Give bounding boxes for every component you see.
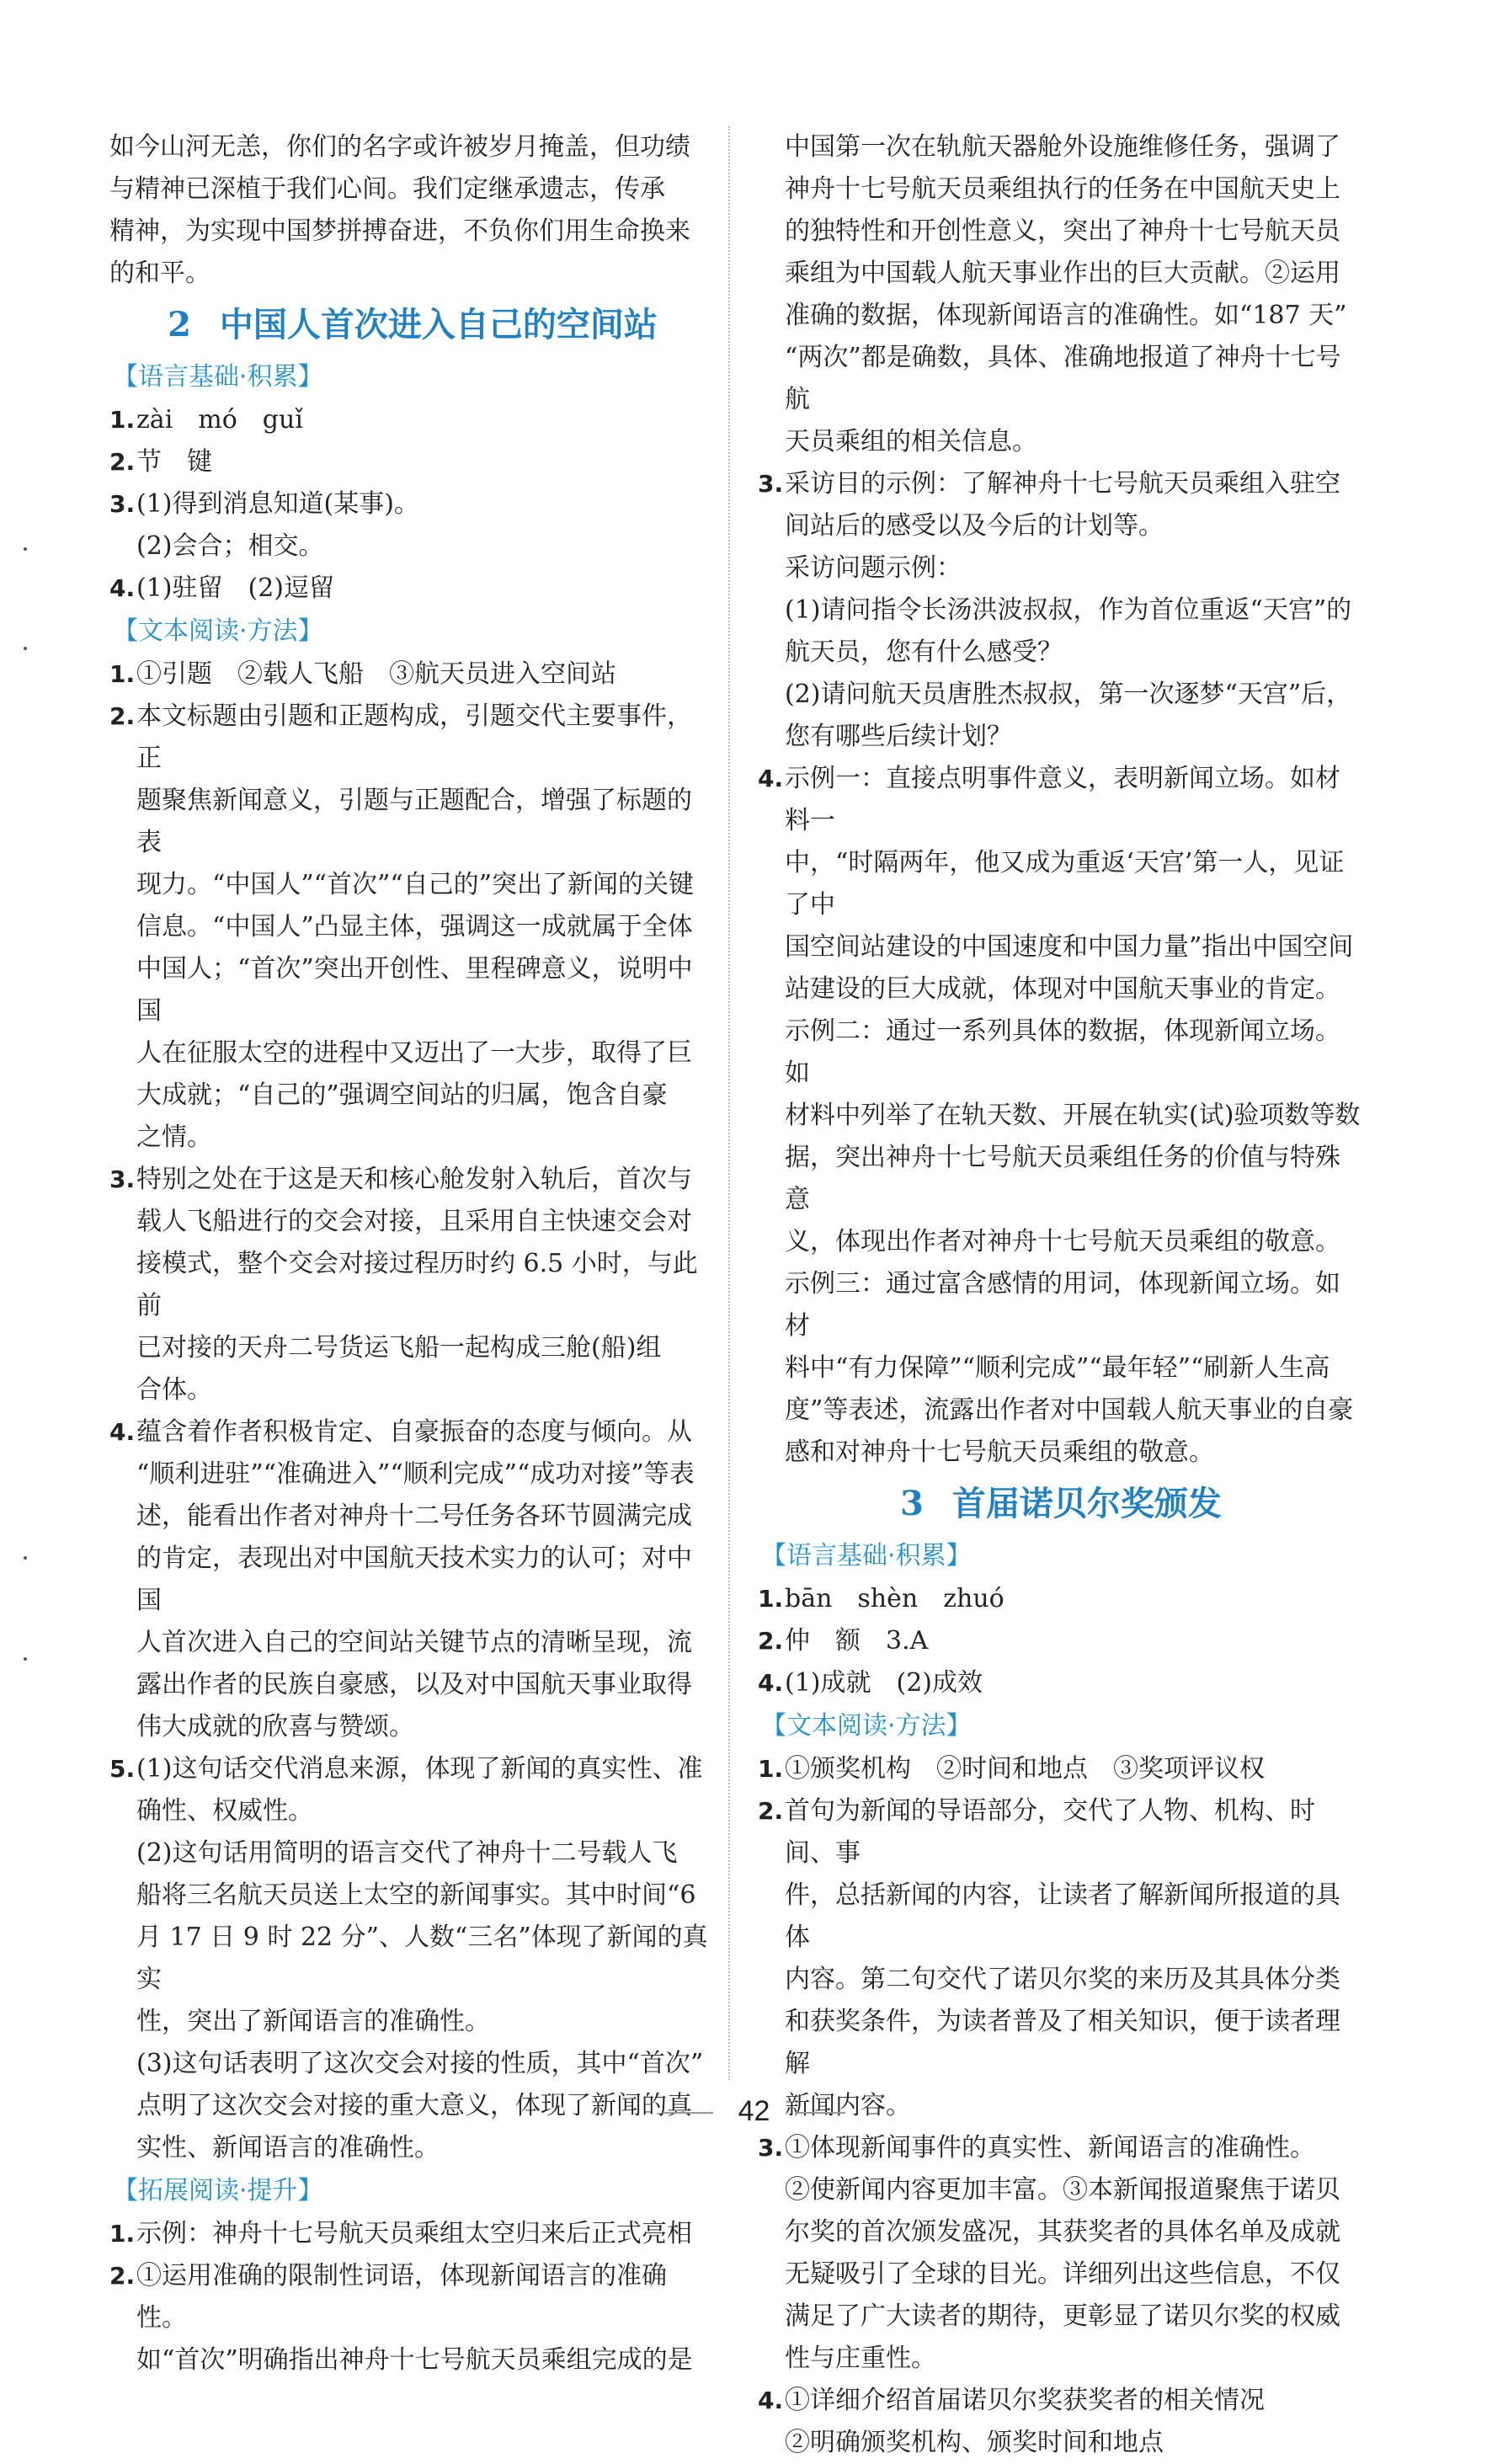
section-tag: 【语言基础·积累】 [113,362,323,392]
page-number: 42 [0,2095,1508,2128]
answer-item: 3. (1)得到消息知道(某事)。 (2)会合；相交。 [109,489,419,561]
intro-line: 精神，为实现中国梦拼搏奋进，不负你们用生命换来 [109,216,690,246]
answer-item: 1. zài mó guǐ [109,405,303,435]
section-number: 2 [168,305,191,344]
section-number: 3 [900,1484,924,1523]
answer-item: 2. 首句为新闻的导语部分，交代了人物、机构、时间、事 件，总括新闻的内容，让读者了解新闻所报道的具体 内容。第二句交代了诺贝尔奖的来历及其具体分类 和获奖条件，为读者普及了相关知识，便于读者理解 新闻内容。 [758,1796,1340,2120]
intro-line: 如今山河无恙，你们的名字或许被岁月掩盖，但功绩 [109,132,690,162]
margin-dot [24,1657,27,1661]
answer-item: 1. 示例：神舟十七号航天员乘组太空归来后正式亮相 [109,2219,692,2248]
margin-dot [24,647,27,650]
answer-item: 1. ①引题 ②载人飞船 ③航天员进入空间站 [109,659,616,689]
left-column [109,126,716,2381]
answer-item: 1. bān shèn zhuó [758,1584,1004,1613]
answer-item: 3. ①体现新闻事件的真实性、新闻语言的准确性。 ②使新闻内容更加丰富。③本新闻报道聚焦于诺贝 尔奖的首次颁发盛况，其获奖者的具体名单及成就 无疑吸引了全球的目光。详细列出这些信息，不仅 满足了广大读者的期待，更彰显了诺贝尔奖的权威 性与庄重性。 [758,2133,1340,2373]
section-title [758,1477,1364,1531]
answer-item: 4. 示例一：直接点明事件意义，表明新闻立场。如材料一 中，“时隔两年，他又成为重返‘天宫’第一人，见证了中 国空间站建设的中国速度和中国力量”指出中国空间 站建设的巨大成就，体现对中国航天事业的肯定。 示例二：通过一系列具体的数据，体现新闻立场。如 材料中列举了在轨天数、开展在轨实(试)验项数等数 据，突出神舟十七号航天员乘组任务的价值与特殊意 义，体现出作者对神舟十七号航天员乘组的敬意。 示例三：通过富含感情的用词，体现新闻立场。如材 料中“有力保障”“顺利完成”“最年轻”“刷新人生高 度”等表述，流露出作者对中国载人航天事业的自豪 感和对神舟十七号航天员乘组的敬意。 [758,764,1361,1467]
answer-item: 2. 仲 额 3.A [758,1626,929,1656]
answer-item: 2. 本文标题由引题和正题构成，引题交代主要事件，正 题聚焦新闻意义，引题与正题配合，增强了标题的表 现力。“中国人”“首次”“自己的”突出了新闻的关键 信息。“中国人”凸显主体，强调这一成就属于全体 中国人；“首次”突出开创性、里程碑意义，说明中国 人在征服太空的进程中又迈出了一大步，取得了巨 大成就；“自己的”强调空间站的归属，饱含自豪 之情。 [109,701,695,1152]
section-title-text: 中国人首次进入自己的空间站 [219,305,658,344]
answer-item: 4. (1)成就 (2)成效 [758,1668,983,1698]
section-tag: 【语言基础·积累】 [761,1541,972,1571]
section-tag: 【文本阅读·方法】 [761,1711,972,1741]
answer-item: 4. 蕴含着作者积极肯定、自豪振奋的态度与倾向。从 “顺利进驻”“准确进入”“顺利完成”“成功对接”等表 述，能看出作者对神舟十二号任务各环节圆满完成 的肯定，表现出对中国航天技术实力的认可；对中国 人首次进入自己的空间站关键节点的清晰呈现，流 露出作者的民族自豪感，以及对中国航天事业取得 伟大成就的欣喜与赞颂。 [109,1417,695,1741]
answer-item: 4. (1)驻留 (2)逗留 [109,573,334,603]
margin-dot [24,547,27,551]
answer-item: 4. ①详细介绍首届诺贝尔奖获奖者的相关情况 ②明确颁奖机构、颁奖时间和地点 [758,2386,1265,2457]
section-title [109,298,716,352]
column-divider [728,126,730,2080]
section-tag: 【文本阅读·方法】 [113,616,323,646]
answer-item: 3. 特别之处在于这是天和核心舱发射入轨后，首次与 载人飞船进行的交会对接，且采用自主快速交会对 接模式，整个交会对接过程历时约 6.5 小时，与此前 已对接的天舟二号货运飞船一起构成三舱(船)组 合体。 [109,1165,698,1405]
answer-item: 5. (1)这句话交代消息来源，体现了新闻的真实性、准 确性、权威性。 (2)这句话用简明的语言交代了神舟十二号载人飞 船将三名航天员送上太空的新闻事实。其中时间“6 月 17 日 9 时 22 分”、人数“三名”体现了新闻的真实 性，突出了新闻语言的准确性。 (3)这句话表明了这次交会对接的性质，其中“首次” 点明了这次交会对接的重大意义，体现了新闻的真 实性、新闻语言的准确性。 [109,1754,708,2163]
answer-item: 2. 节 键 [109,447,212,477]
answer-item-continued: 中国第一次在轨航天器舱外设施维修任务，强调了 神舟十七号航天员乘组执行的任务在中国航天史上 的独特性和开创性意义，突出了神舟十七号航天员 乘组为中国载人航天事业作出的巨大贡献。②运用 准确的数据，体现新闻语言的准确性。如“187 天” “两次”都是确数，具体、准确地报道了神舟十七号航 天员乘组的相关信息。 [785,132,1347,456]
margin-dot [24,1556,27,1560]
answer-item: 3. 采访目的示例：了解神舟十七号航天员乘组入驻空 间站后的感受以及今后的计划等。 采访问题示例： (1)请问指令长汤洪波叔叔，作为首位重返“天宫”的 航天员，您有什么感受？ (2)请问航天员唐胜杰叔叔，第一次逐梦“天宫”后， 您有哪些后续计划？ [758,469,1352,751]
answer-item: 2. ①运用准确的限制性词语，体现新闻语言的准确性。 如“首次”明确指出神舟十七号航天员乘组完成的是 [109,2261,693,2375]
answer-item: 1. ①颁奖机构 ②时间和地点 ③奖项评议权 [758,1754,1265,1784]
section-tag: 【拓展阅读·提升】 [113,2176,323,2205]
intro-line: 与精神已深植于我们心间。我们定继承遗志，传承 [109,174,665,204]
intro-line: 的和平。 [109,259,210,288]
section-title-text: 首届诺贝尔奖颁发 [951,1484,1222,1523]
